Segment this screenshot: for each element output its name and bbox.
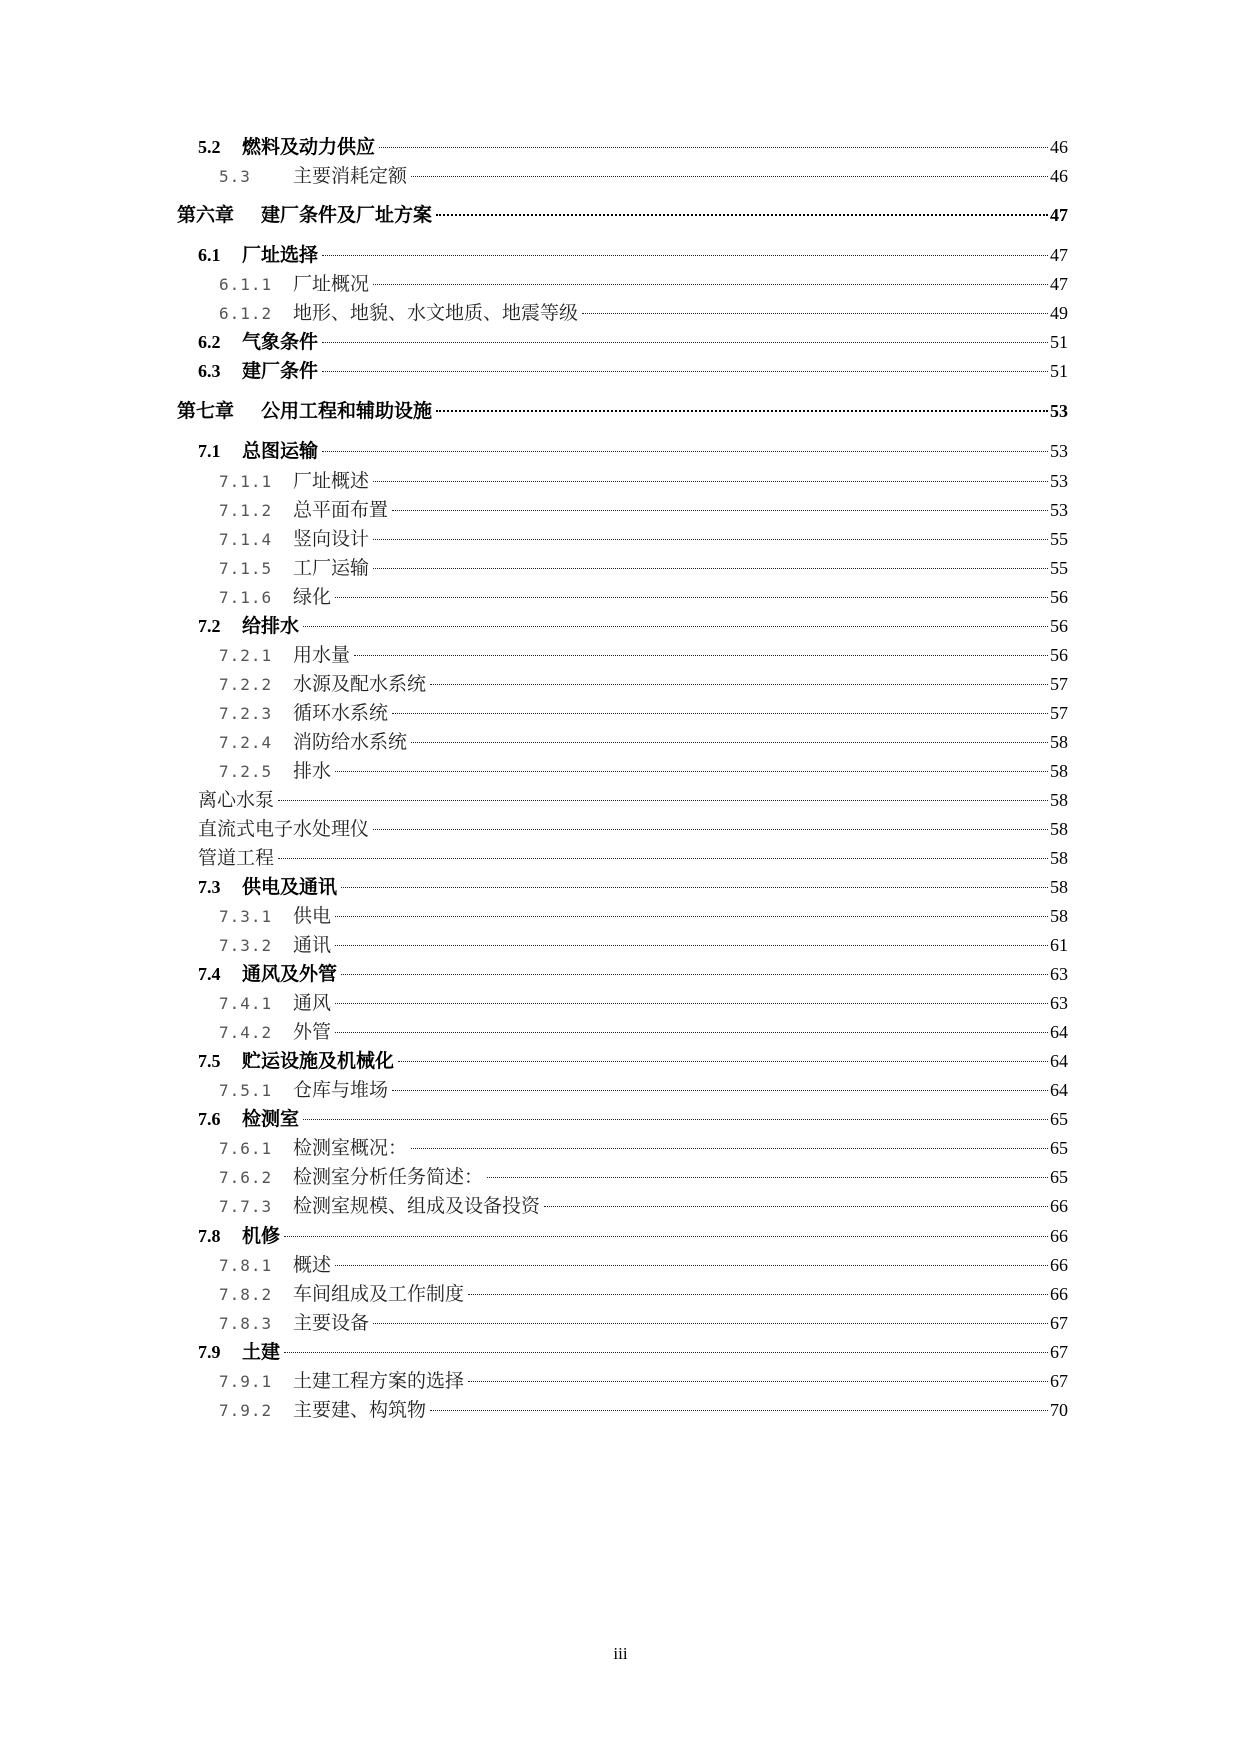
dot-leader (303, 1119, 1048, 1120)
toc-entry-title: 检测室分析任务简述： (293, 1166, 484, 1188)
toc-entry-number: 7.5 (198, 1051, 221, 1071)
toc-entry-page-number: 51 (1050, 332, 1068, 352)
toc-entry-number: 7.2.4 (219, 733, 273, 752)
toc-entry-title: 地形、地貌、水文地质、地震等级 (293, 302, 579, 324)
toc-entry-page-number: 55 (1050, 529, 1068, 549)
toc-entry-number: 6.2 (198, 332, 221, 352)
toc-entry-title: 总平面布置 (293, 499, 389, 521)
toc-entry-title: 水源及配水系统 (293, 673, 427, 695)
toc-entry-page-number: 47 (1050, 205, 1068, 225)
toc-entry-sub[interactable] (219, 756, 1068, 784)
toc-entry-sub[interactable] (219, 1017, 1068, 1045)
toc-entry-number: 7.4 (198, 964, 221, 984)
toc-entry-title: 主要设备 (293, 1312, 370, 1334)
dot-leader (284, 1352, 1048, 1353)
toc-entry-sub[interactable] (219, 1279, 1068, 1307)
dot-leader (392, 1090, 1048, 1091)
toc-entry-title: 直流式电子水处理仪 (198, 818, 370, 840)
toc-entry-section[interactable] (198, 240, 1068, 268)
toc-entry-plain[interactable] (198, 843, 1068, 871)
toc-entry-title: 检测室概况： (293, 1137, 408, 1159)
dot-leader (322, 342, 1048, 343)
toc-entry-sub[interactable] (219, 1162, 1068, 1190)
toc-entry-chapter[interactable] (177, 396, 1068, 424)
toc-entry-number: 7.7.3 (219, 1197, 273, 1216)
toc-entry-page-number: 67 (1050, 1342, 1068, 1362)
toc-entry-title: 仓库与堆场 (293, 1079, 389, 1101)
dot-leader (430, 1410, 1048, 1411)
toc-entry-number: 7.8.3 (219, 1314, 273, 1333)
toc-entry-number: 7.1.5 (219, 559, 273, 578)
toc-entry-title: 贮运设施及机械化 (242, 1050, 395, 1072)
toc-entry-page-number: 58 (1050, 877, 1068, 897)
toc-entry-number: 7.2 (198, 616, 221, 636)
toc-entry-title: 厂址选择 (242, 244, 319, 266)
dot-leader (354, 655, 1048, 656)
toc-entry-title: 消防给水系统 (293, 731, 408, 753)
toc-entry-page-number: 64 (1050, 1080, 1068, 1100)
dot-leader (468, 1381, 1048, 1382)
toc-entry-title: 供电及通讯 (242, 876, 338, 898)
toc-entry-title: 概述 (293, 1254, 332, 1276)
toc-entry-section[interactable] (198, 356, 1068, 384)
toc-entry-page-number: 46 (1050, 166, 1068, 186)
toc-entry-title: 主要建、构筑物 (293, 1399, 427, 1421)
dot-leader (487, 1177, 1048, 1178)
toc-entry-page-number: 58 (1050, 906, 1068, 926)
toc-entry-number: 7.2.3 (219, 704, 273, 723)
toc-entry-page-number: 58 (1050, 848, 1068, 868)
dot-leader (582, 313, 1048, 314)
toc-entry-number: 7.6.1 (219, 1139, 273, 1158)
toc-entry-title: 用水量 (293, 644, 351, 666)
dot-leader (411, 742, 1048, 743)
toc-entry-sub[interactable] (219, 524, 1068, 552)
toc-entry-number: 7.1.4 (219, 530, 273, 549)
toc-entry-number: 7.2.2 (219, 675, 273, 694)
toc-entry-page-number: 53 (1050, 500, 1068, 520)
toc-entry-section[interactable] (198, 1337, 1068, 1365)
dot-leader (373, 1323, 1048, 1324)
toc-entry-page-number: 56 (1050, 645, 1068, 665)
dot-leader (335, 597, 1048, 598)
toc-entry-page-number: 58 (1050, 790, 1068, 810)
toc-entry-title: 车间组成及工作制度 (293, 1283, 465, 1305)
toc-entry-sub[interactable] (219, 582, 1068, 610)
toc-entry-title: 机修 (242, 1225, 281, 1247)
dot-leader (373, 568, 1048, 569)
toc-entry-page-number: 57 (1050, 674, 1068, 694)
toc-entry-number: 7.6.2 (219, 1168, 273, 1187)
dot-leader (398, 1061, 1048, 1062)
toc-entry-section[interactable] (198, 611, 1068, 639)
toc-entry-page-number: 66 (1050, 1255, 1068, 1275)
toc-entry-page-number: 58 (1050, 819, 1068, 839)
toc-entry-page-number: 51 (1050, 361, 1068, 381)
toc-entry-chapter[interactable] (177, 200, 1068, 228)
toc-entry-number: 5.3 (219, 167, 251, 186)
toc-entry-page-number: 66 (1050, 1226, 1068, 1246)
toc-entry-number: 第六章 (177, 204, 235, 226)
toc-entry-page-number: 56 (1050, 616, 1068, 636)
dot-leader (373, 829, 1048, 830)
page-number: iii (613, 1644, 628, 1663)
toc-entry-number: 7.2.1 (219, 646, 273, 665)
dot-leader (468, 1294, 1048, 1295)
toc-entry-page-number: 49 (1050, 303, 1068, 323)
toc-entry-sub[interactable] (219, 1250, 1068, 1278)
toc-entry-number: 7.3.1 (219, 907, 273, 926)
dot-leader (341, 974, 1048, 975)
toc-entry-plain[interactable] (198, 785, 1068, 813)
toc-entry-plain[interactable] (198, 814, 1068, 842)
toc-entry-title: 通讯 (293, 934, 332, 956)
toc-entry-page-number: 46 (1050, 137, 1068, 157)
dot-leader (392, 713, 1048, 714)
toc-entry-title: 给排水 (242, 615, 300, 637)
dot-leader (411, 176, 1048, 177)
toc-entry-section[interactable] (198, 1221, 1068, 1249)
toc-entry-section[interactable] (198, 1104, 1068, 1132)
toc-entry-page-number: 56 (1050, 587, 1068, 607)
toc-entry-title: 离心水泵 (198, 789, 275, 811)
toc-entry-title: 供电 (293, 905, 332, 927)
toc-entry-number: 7.1.1 (219, 472, 273, 491)
dot-leader (411, 1148, 1048, 1149)
dot-leader (373, 284, 1048, 285)
dot-leader (341, 887, 1048, 888)
toc-entry-number: 6.1.2 (219, 304, 273, 323)
toc-entry-number: 7.4.1 (219, 994, 273, 1013)
dot-leader (436, 410, 1048, 412)
toc-entry-title: 土建工程方案的选择 (293, 1370, 465, 1392)
toc-entry-page-number: 64 (1050, 1022, 1068, 1042)
toc-entry-title: 排水 (293, 760, 332, 782)
dot-leader (284, 1236, 1048, 1237)
toc-entry-title: 气象条件 (242, 331, 319, 353)
toc-entry-title: 总图运输 (242, 440, 319, 462)
toc-entry-title: 通风及外管 (242, 963, 338, 985)
toc-entry-number: 7.8.1 (219, 1256, 273, 1275)
toc-entry-title: 管道工程 (198, 847, 275, 869)
toc-entry-sub[interactable] (219, 988, 1068, 1016)
toc-entry-sub[interactable] (219, 1191, 1068, 1219)
toc-entry-number: 7.6 (198, 1109, 221, 1129)
toc-entry-sub[interactable] (219, 930, 1068, 958)
dot-leader (335, 945, 1048, 946)
toc-entry-section[interactable] (198, 327, 1068, 355)
toc-entry-page-number: 65 (1050, 1109, 1068, 1129)
toc-entry-page-number: 58 (1050, 761, 1068, 781)
dot-leader (436, 214, 1048, 216)
toc-entry-page-number: 63 (1050, 993, 1068, 1013)
dot-leader (278, 800, 1048, 801)
toc-entry-page-number: 47 (1050, 274, 1068, 294)
toc-entry-number: 6.3 (198, 361, 221, 381)
toc-entry-title: 工厂运输 (293, 557, 370, 579)
toc-entry-sub[interactable] (219, 1395, 1068, 1423)
dot-leader (335, 771, 1048, 772)
toc-entry-sub[interactable] (219, 1133, 1068, 1161)
toc-entry-sub[interactable] (219, 1308, 1068, 1336)
toc-entry-title: 土建 (242, 1341, 281, 1363)
toc-entry-sub[interactable] (219, 298, 1068, 326)
toc-entry-page-number: 58 (1050, 732, 1068, 752)
toc-entry-title: 检测室 (242, 1108, 300, 1130)
toc-entry-title: 竖向设计 (293, 528, 370, 550)
toc-entry-number: 7.9.1 (219, 1372, 273, 1391)
toc-entry-sub[interactable] (219, 1366, 1068, 1394)
toc-entry-section[interactable] (198, 959, 1068, 987)
dot-leader (335, 1265, 1048, 1266)
toc-entry-page-number: 61 (1050, 935, 1068, 955)
toc-entry-title: 厂址概况 (293, 273, 370, 295)
toc-entry-page-number: 70 (1050, 1400, 1068, 1420)
toc-entry-title: 循环水系统 (293, 702, 389, 724)
toc-entry-sub[interactable] (219, 669, 1068, 697)
toc-entry-sub[interactable] (219, 698, 1068, 726)
toc-entry-page-number: 53 (1050, 401, 1068, 421)
toc-entry-number: 7.1.2 (219, 501, 273, 520)
dot-leader (335, 916, 1048, 917)
toc-entry-sub[interactable] (219, 269, 1068, 297)
toc-entry-sub[interactable] (219, 901, 1068, 929)
toc-entry-sub[interactable] (219, 640, 1068, 668)
toc-entry-page-number: 67 (1050, 1371, 1068, 1391)
toc-entry-title: 主要消耗定额 (293, 165, 408, 187)
dot-leader (544, 1206, 1048, 1207)
toc-entry-number: 7.3 (198, 877, 221, 897)
toc-entry-number: 7.9 (198, 1342, 221, 1362)
toc-entry-section[interactable] (198, 872, 1068, 900)
dot-leader (335, 1003, 1048, 1004)
toc-entry-page-number: 55 (1050, 558, 1068, 578)
toc-entry-number: 7.3.2 (219, 936, 273, 955)
dot-leader (322, 451, 1048, 452)
toc-entry-number: 7.8 (198, 1226, 221, 1246)
toc-entry-page-number: 57 (1050, 703, 1068, 723)
toc-entry-number: 5.2 (198, 137, 221, 157)
toc-entry-sub[interactable] (219, 1075, 1068, 1103)
toc-entry-title: 建厂条件及厂址方案 (261, 204, 433, 226)
toc-entry-number: 第七章 (177, 400, 235, 422)
toc-entry-number: 7.2.5 (219, 762, 273, 781)
toc-entry-section[interactable] (198, 132, 1068, 160)
toc-entry-section[interactable] (198, 436, 1068, 464)
dot-leader (303, 626, 1048, 627)
dot-leader (322, 371, 1048, 372)
toc-entry-section[interactable] (198, 1046, 1068, 1074)
toc-entry-page-number: 64 (1050, 1051, 1068, 1071)
toc-entry-sub[interactable] (219, 466, 1068, 494)
toc-entry-sub[interactable] (219, 553, 1068, 581)
dot-leader (430, 684, 1048, 685)
dot-leader (392, 510, 1048, 511)
toc-entry-title: 绿化 (293, 586, 332, 608)
toc-entry-number: 6.1 (198, 245, 221, 265)
toc-entry-number: 7.9.2 (219, 1401, 273, 1420)
toc-entry-page-number: 53 (1050, 441, 1068, 461)
toc-entry-title: 建厂条件 (242, 360, 319, 382)
dot-leader (278, 858, 1048, 859)
toc-entry-page-number: 66 (1050, 1196, 1068, 1216)
dot-leader (373, 539, 1048, 540)
toc-entry-sub[interactable] (219, 495, 1068, 523)
toc-entry-title: 燃料及动力供应 (242, 136, 376, 158)
toc-entry-page-number: 65 (1050, 1138, 1068, 1158)
toc-entry-number: 7.4.2 (219, 1023, 273, 1042)
toc-entry-page-number: 63 (1050, 964, 1068, 984)
toc-entry-number: 7.5.1 (219, 1081, 273, 1100)
toc-entry-title: 通风 (293, 992, 332, 1014)
toc-entry-number: 7.1 (198, 441, 221, 461)
toc-entry-title: 外管 (293, 1021, 332, 1043)
toc-entry-page-number: 53 (1050, 471, 1068, 491)
toc-entry-page-number: 65 (1050, 1167, 1068, 1187)
dot-leader (379, 147, 1048, 148)
toc-entry-title: 厂址概述 (293, 470, 370, 492)
toc-entry-number: 7.1.6 (219, 588, 273, 607)
toc-entry-page-number: 47 (1050, 245, 1068, 265)
dot-leader (335, 1032, 1048, 1033)
toc-entry-title: 检测室规模、组成及设备投资 (293, 1195, 541, 1217)
dot-leader (322, 255, 1048, 256)
toc-entry-number: 6.1.1 (219, 275, 273, 294)
toc-entry-title: 公用工程和辅助设施 (261, 400, 433, 422)
toc-entry-number: 7.8.2 (219, 1285, 273, 1304)
toc-entry-page-number: 67 (1050, 1313, 1068, 1333)
dot-leader (373, 481, 1048, 482)
toc-entry-sub[interactable] (219, 727, 1068, 755)
toc-entry-page-number: 66 (1050, 1284, 1068, 1304)
toc-entry-sub[interactable] (219, 161, 1068, 189)
